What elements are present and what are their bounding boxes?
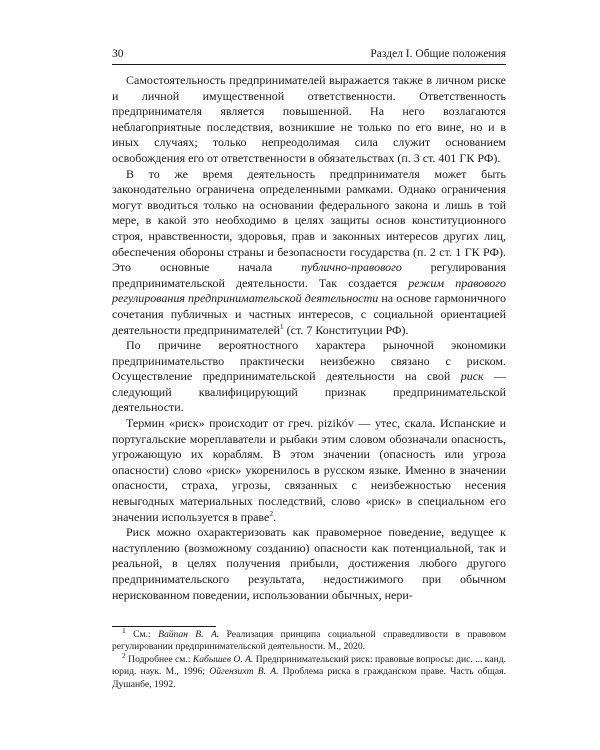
paragraph-text: на основе гармоничного сочетания публичных и частных интересов, с социальной ориентацией деятельности предпринимателей	[112, 291, 506, 337]
paragraph-text: — следующий квалифицирующий признак предпринимательской деятельности.	[112, 369, 507, 415]
footnote-text: Реализация принципа социальной справедливости в правовом регулировании предпринимательской деятельности. М., 2020.	[112, 629, 506, 653]
footnote-reference: 1	[279, 321, 284, 331]
paragraph-text: Риск можно охарактеризовать как правомерное поведение, ведущее к наступлению (возможному созданию) опасности как потенциальной, так и реальной, в целях получения прибыли, достижения любого другого предпринимательского результата, недостижимого при обычном нерискованном поведении, использовании обычных, нери-	[112, 525, 506, 602]
header-rule	[112, 64, 506, 65]
paragraph-text: (ст. 7 Конституции РФ).	[283, 322, 409, 337]
footnote-reference: 2	[269, 508, 274, 518]
paragraph-text: Самостоятельность предпринимателей выражается также в личном риске и личной имущественной ответственности. Ответственность предпринимателя является повышенной. На него возлагаются неблагоприятные последствия, возникшие не только по его вине, но и в иных случаях; только непреодолимая сила служит основанием освобождения его от ответственности в обязательствах (п. 3 ст. 401 ГК РФ).	[112, 73, 506, 165]
paragraph-4	[112, 416, 506, 525]
paragraph-1	[112, 73, 506, 167]
italic-term: публично-правового	[301, 260, 402, 275]
page-header	[112, 45, 506, 63]
main-text	[112, 73, 506, 603]
footnote-text: См.:	[125, 629, 159, 640]
footnote-2	[112, 650, 506, 691]
footnote-number: 1	[122, 625, 126, 635]
page-number: 30	[112, 48, 124, 60]
footnote-text: Предпринимательский риск: правовые вопросы: дис. ... канд. юрид. наук. М., 1996;	[112, 653, 506, 678]
footnote-author: Вайпан В. А.	[158, 629, 220, 640]
running-head: Раздел I. Общие положения	[370, 48, 506, 60]
paragraph-text: В то же время деятельность предпринимателя может быть законодательно ограничена определенными рамками. Однако ограничения могут вводиться только на основании федерального закона и лишь в той мере, в какой это необходимо в целях защиты основ конституционного строя, нравственности, здоровья, прав и законных интересов других лиц, обеспечения обороны страны и безопасности государства (п. 2 ст. 1 ГК РФ). Это основные начала	[112, 166, 506, 275]
paragraph-3	[112, 338, 506, 416]
paragraph-2	[112, 167, 506, 339]
footnote-text: Проблема риска в гражданском праве. Часть общая. Душанбе, 1992.	[112, 666, 506, 690]
footnote-rule	[112, 626, 216, 627]
footnote-number: 2	[122, 650, 126, 660]
paragraph-text: .	[273, 509, 277, 524]
paragraph-5	[112, 525, 506, 603]
paragraph-text: По причине вероятностного характера рыночной экономики предпринимательство практически неизбежно связано с риском. Осуществление предпринимательской деятельности на свой	[112, 338, 506, 384]
footnote-author: Ойгензихт В. А.	[209, 666, 279, 678]
paragraph-text: регулирования предпринимательской деятельности. Так создается	[112, 260, 506, 290]
footnote-1	[112, 625, 506, 654]
footnote-author: Кабышев О. А.	[192, 653, 254, 665]
italic-term: риск	[460, 369, 484, 384]
footnotes	[112, 625, 506, 691]
paragraph-text: Термин «риск» происходит от греч. pizikóv — утес, скала. Испанские и португальские мореплаватели и рыбаки этим словом обозначали опасность, угрожающую их кораблям. В этом значении (опасность или угроза опасности) слово «риск» укоренилось в русском языке. Именно в значении опасности, страха, угрозы, связанных с неизбежностью несения невыгодных материальных последствий, слово «риск» в специальном его значении используется в праве	[112, 416, 506, 524]
footnote-text: Подробнее см.:	[125, 653, 193, 665]
italic-term: режим правового регулирования предпринимательской деятельности	[112, 275, 506, 306]
